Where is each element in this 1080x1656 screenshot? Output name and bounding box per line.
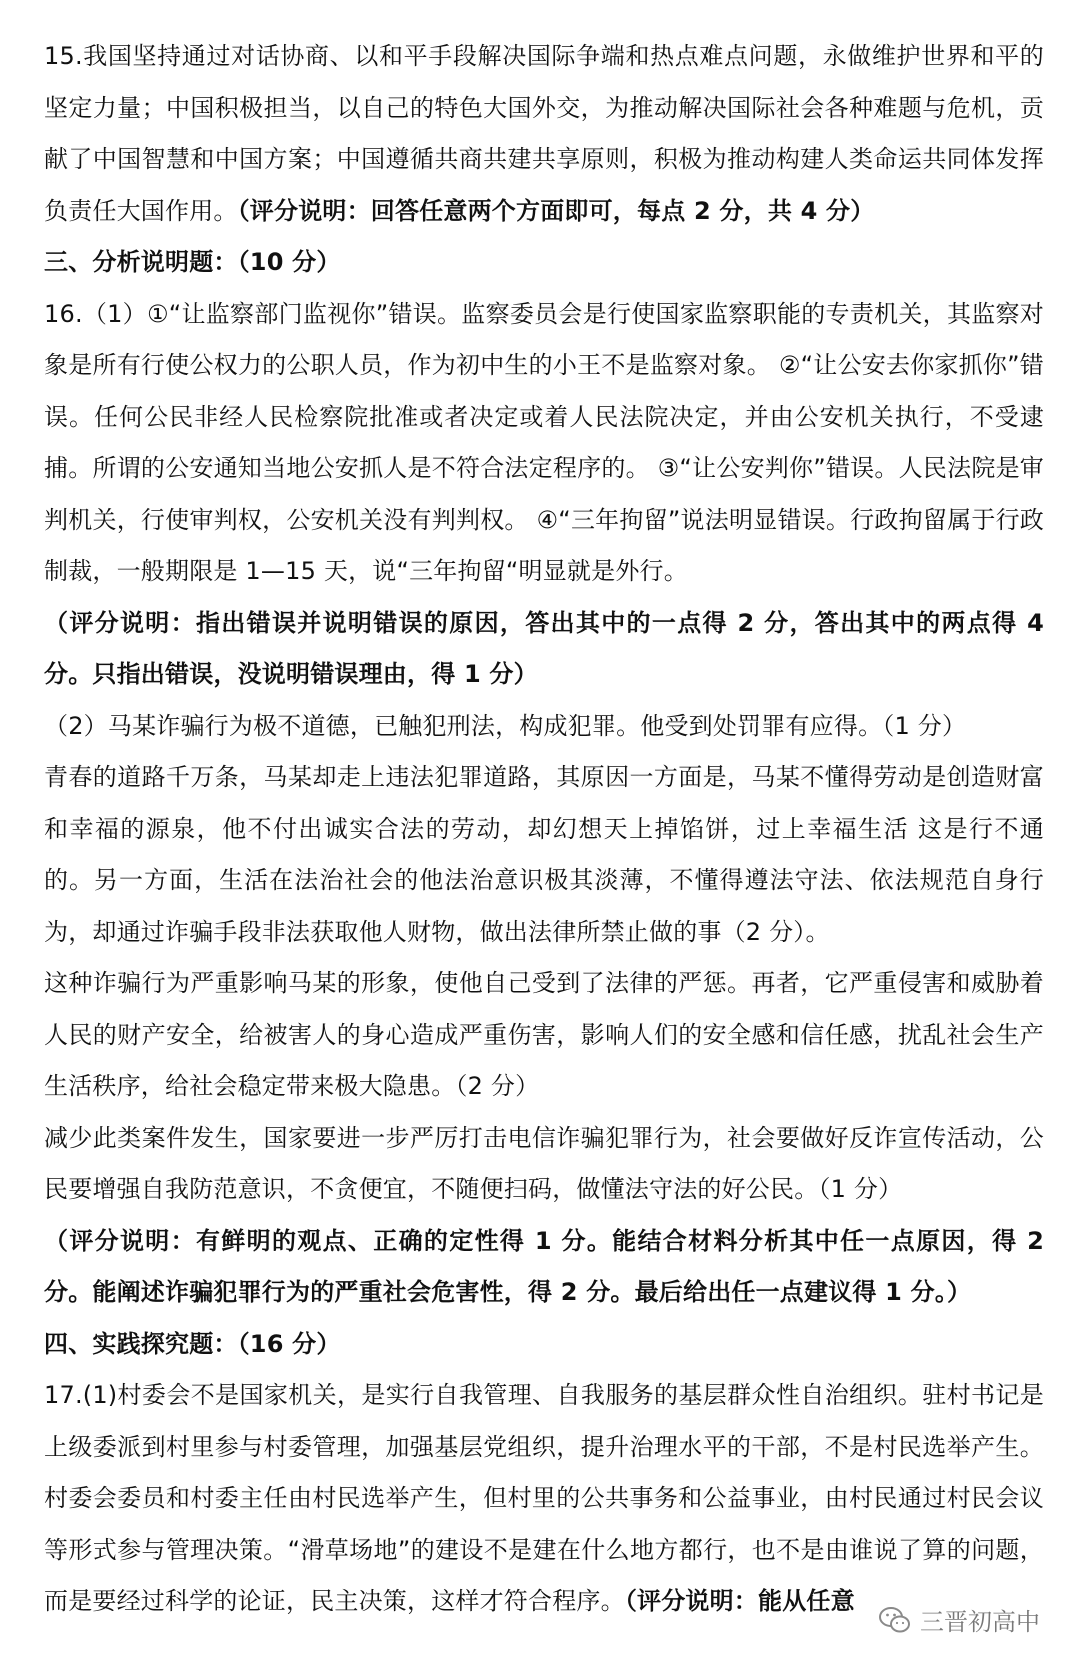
q16-scoring-note-1: （评分说明：指出错误并说明错误的原因，答出其中的一点得 2 分，答出其中的两点得 4 分。只指出错误，没说明错误理由，得 1 分） (44, 608, 1044, 688)
q16-part2-paragraph: （2）马某诈骗行为极不道德，已触犯刑法，构成犯罪。他受到处罚罪有应得。（1 分） (44, 711, 967, 740)
q17-scoring-note: （评分说明：能从任意 (624, 1587, 855, 1615)
wechat-icon (878, 1605, 912, 1635)
q16-scoring-note-2: （评分说明：有鲜明的观点、正确的定性得 1 分。能结合材料分析其中任一点原因，得 2 分。能阐述诈骗犯罪行为的严重社会危害性，得 2 分。最后给出任一点建议得 1 分。） (44, 1226, 1044, 1306)
q16-harm-paragraph: 这种诈骗行为严重影响马某的形象，使他自己受到了法律的严惩。再者，它严重侵害和威胁着人民的财产安全，给被害人的身心造成严重伤害，影响人们的安全感和信任感，扰乱社会生产生活秩序，给社会稳定带来极大隐患。（2 分） (44, 969, 1044, 1100)
q17-paragraph (44, 1370, 1044, 1628)
section4-heading: 四、实践探究题：（16 分） (44, 1329, 341, 1358)
watermark-text: 三晋初高中 (920, 1608, 1040, 1636)
q15-paragraph (44, 31, 1044, 237)
q16-reason-paragraph: 青春的道路千万条，马某却走上违法犯罪道路，其原因一方面是，马某不懂得劳动是创造财富和幸福的源泉，他不付出诚实合法的劳动，却幻想天上掉馅饼，过上幸福生活 这是行不通的。另一方面，生活在法治社会的他法治意识极其淡薄，不懂得遵法守法、依法规范自身行为，却通过诈骗手段非法获取他人财物，做出法律所禁止做的事（2 分）。 (44, 763, 1044, 946)
section3-heading: 三、分析说明题：（10 分） (44, 248, 341, 276)
q15-text: 15.我国坚持通过对话协商、以和平手段解决国际争端和热点难点问题，永做维护世界和平的坚定力量；中国积极担当，以自己的特色大国外交，为推动解决国际社会各种难题与危机，贡献了中国智慧和中国方案；中国遵循共商共建共享原则，积极为推动构建人类命运共同体发挥负责任大国作用。 (44, 42, 1044, 225)
watermark (878, 1602, 1040, 1637)
answer-key-body (44, 31, 1044, 1628)
q15-scoring-note: （评分说明：回答任意两个方面即可，每点 2 分，共 4 分） (237, 196, 875, 225)
q16-part1-paragraph: 16.（1）①“让监察部门监视你”错误。监察委员会是行使国家监察职能的专责机关，其监察对象是所有行使公权力的公职人员，作为初中生的小王不是监察对象。 ②“让公安去你家抓你”错误。任何公民非经人民检察院批准或者决定或着人民法院决定，并由公安机关执行，不受逮捕。所谓的公安通知当地公安抓人是不符合法定程序的。 ③“让公安判你”错误。人民法院是审判机关，行使审判权，公安机关没有判判权。 ④“三年拘留”说法明显错误。行政拘留属于行政制裁，一般期限是 1—15 天，说“三年拘留“明显就是外行。 (44, 299, 1044, 585)
q17-text: 17.(1)村委会不是国家机关，是实行自我管理、自我服务的基层群众性自治组织。驻村书记是上级委派到村里参与村委管理，加强基层党组织，提升治理水平的干部，不是村民选举产生。村委会委员和村委主任由村民选举产生，但村里的公共事务和公益事业，由村民通过村民会议等形式参与管理决策。“滑草场地”的建设不是建在什么地方都行，也不是由谁说了算的问题，而是要经过科学的论证，民主决策，这样才符合程序。 (44, 1381, 1044, 1615)
q16-suggestion-paragraph: 减少此类案件发生，国家要进一步严厉打击电信诈骗犯罪行为，社会要做好反诈宣传活动，公民要增强自我防范意识，不贪便宜，不随便扫码，做懂法守法的好公民。（1 分） (44, 1123, 1044, 1203)
